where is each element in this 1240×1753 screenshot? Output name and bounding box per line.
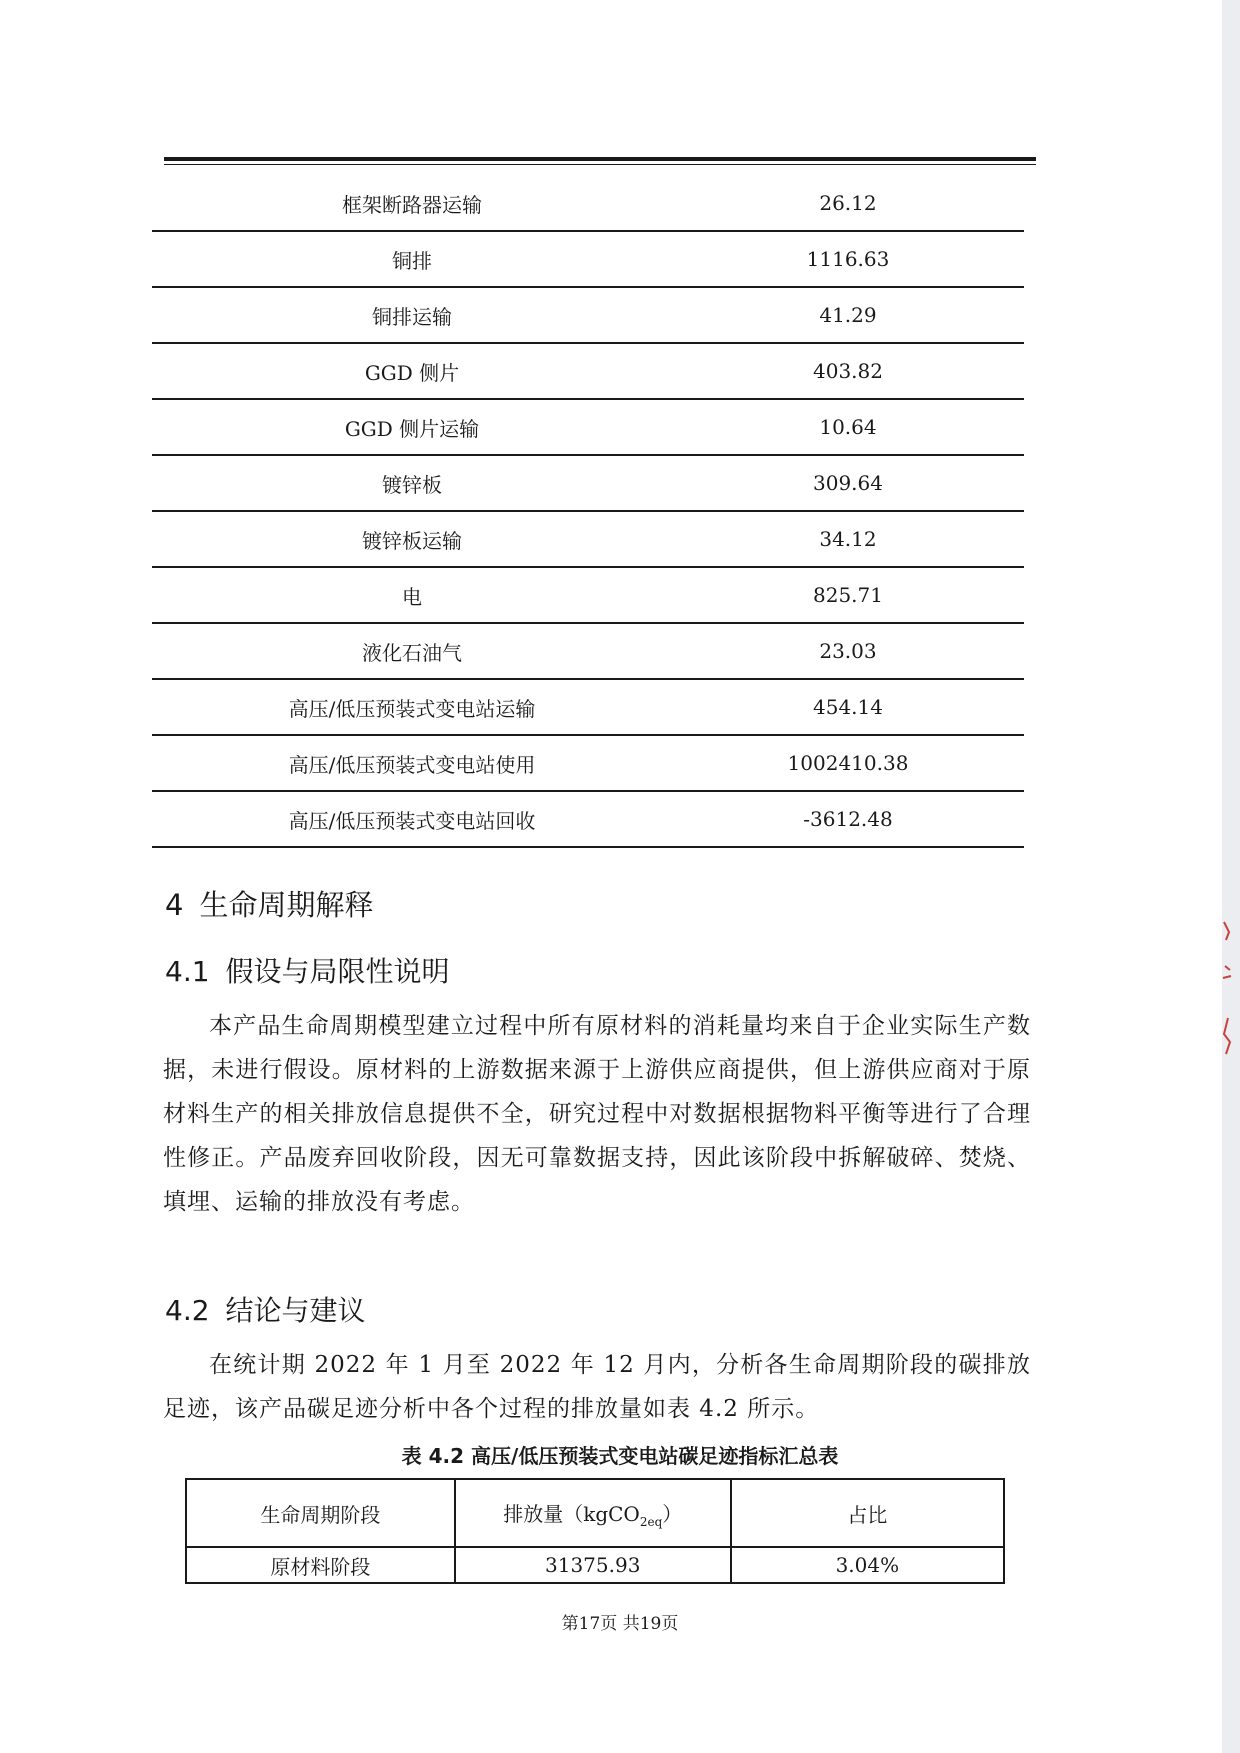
row-item-name: 镀锌板运输 (152, 511, 672, 567)
table-row (152, 567, 1024, 623)
table-row (152, 455, 1024, 511)
row-emission-value: 309.64 (672, 455, 1024, 511)
section-4-2-title: 结论与建议 (225, 1294, 366, 1327)
header-emission-prefix: 排放量（kgCO (503, 1501, 640, 1526)
section-4-1-heading (165, 950, 450, 990)
row-item-name: 液化石油气 (152, 623, 672, 679)
header-emission (455, 1479, 731, 1547)
top-rule-thick (164, 157, 1036, 161)
table-row (152, 679, 1024, 735)
row-emission-value: 825.71 (672, 567, 1024, 623)
row-item-name: 高压/低压预装式变电站使用 (152, 735, 672, 791)
table-row (152, 343, 1024, 399)
row-emission-value: 403.82 (672, 343, 1024, 399)
row-emission-value: 34.12 (672, 511, 1024, 567)
section-4-2-number: 4.2 (165, 1294, 210, 1327)
table-row (152, 791, 1024, 847)
row-item-name: 高压/低压预装式变电站回收 (152, 791, 672, 847)
table-row (152, 623, 1024, 679)
row-item-name: 电 (152, 567, 672, 623)
table-row (152, 287, 1024, 343)
emission-items-table (152, 176, 1024, 848)
row-item-name: 铜排 (152, 231, 672, 287)
row-emission-value: 1002410.38 (672, 735, 1024, 791)
summary-header-row (186, 1479, 1004, 1547)
row-emission-value: 1116.63 (672, 231, 1024, 287)
row-item-name: 高压/低压预装式变电站运输 (152, 679, 672, 735)
table-row (152, 511, 1024, 567)
assumptions-paragraph: 本产品生命周期模型建立过程中所有原材料的消耗量均来自于企业实际生产数据，未进行假设。原材料的上游数据来源于上游供应商提供，但上游供应商对于原材料生产的相关排放信息提供不全，研究过程中对数据根据物料平衡等进行了合理性修正。产品废弃回收阶段，因无可靠数据支持，因此该阶段中拆解破碎、焚烧、填埋、运输的排放没有考虑。 (163, 1013, 1031, 1215)
row-item-name: 框架断路器运输 (152, 176, 672, 231)
row-item-name: 铜排运输 (152, 287, 672, 343)
row-item-name: GGD 侧片运输 (152, 399, 672, 455)
section-4-1-title: 假设与局限性说明 (225, 955, 450, 988)
table-row (186, 1547, 1004, 1583)
header-emission-subscript: 2eq (639, 1514, 663, 1529)
section-4-1-number: 4.1 (165, 955, 210, 988)
table-row (152, 231, 1024, 287)
page-footer: 第17页 共19页 (561, 1614, 679, 1634)
red-stamp-mark (1220, 918, 1236, 1068)
page-edge-shadow (1222, 0, 1240, 1753)
row-emission-value: 454.14 (672, 679, 1024, 735)
summary-cell-emission: 31375.93 (455, 1547, 731, 1583)
section-4-number: 4 (165, 888, 184, 922)
row-emission-value: 41.29 (672, 287, 1024, 343)
summary-cell-stage: 原材料阶段 (186, 1547, 455, 1583)
section-4-2-heading (165, 1289, 366, 1329)
section-4-heading (165, 883, 373, 924)
row-item-name: 镀锌板 (152, 455, 672, 511)
row-emission-value: -3612.48 (672, 791, 1024, 847)
summary-cell-share: 3.04% (731, 1547, 1004, 1583)
conclusion-paragraph: 在统计期 2022 年 1 月至 2022 年 12 月内，分析各生命周期阶段的碳排放足迹，该产品碳足迹分析中各个过程的排放量如表 4.2 所示。 (163, 1352, 1031, 1422)
top-rule-thin (164, 164, 1036, 165)
row-emission-value: 10.64 (672, 399, 1024, 455)
header-stage: 生命周期阶段 (186, 1479, 455, 1547)
table-row (152, 399, 1024, 455)
row-item-name: GGD 侧片 (152, 343, 672, 399)
section-4-title: 生命周期解释 (199, 888, 374, 922)
table-4-2-caption: 表 4.2 高压/低压预装式变电站碳足迹指标汇总表 (401, 1444, 839, 1468)
header-emission-suffix: ） (662, 1501, 683, 1526)
header-share: 占比 (731, 1479, 1004, 1547)
row-emission-value: 26.12 (672, 176, 1024, 231)
row-emission-value: 23.03 (672, 623, 1024, 679)
table-row (152, 176, 1024, 231)
carbon-footprint-summary-table (185, 1478, 1005, 1584)
table-row (152, 735, 1024, 791)
